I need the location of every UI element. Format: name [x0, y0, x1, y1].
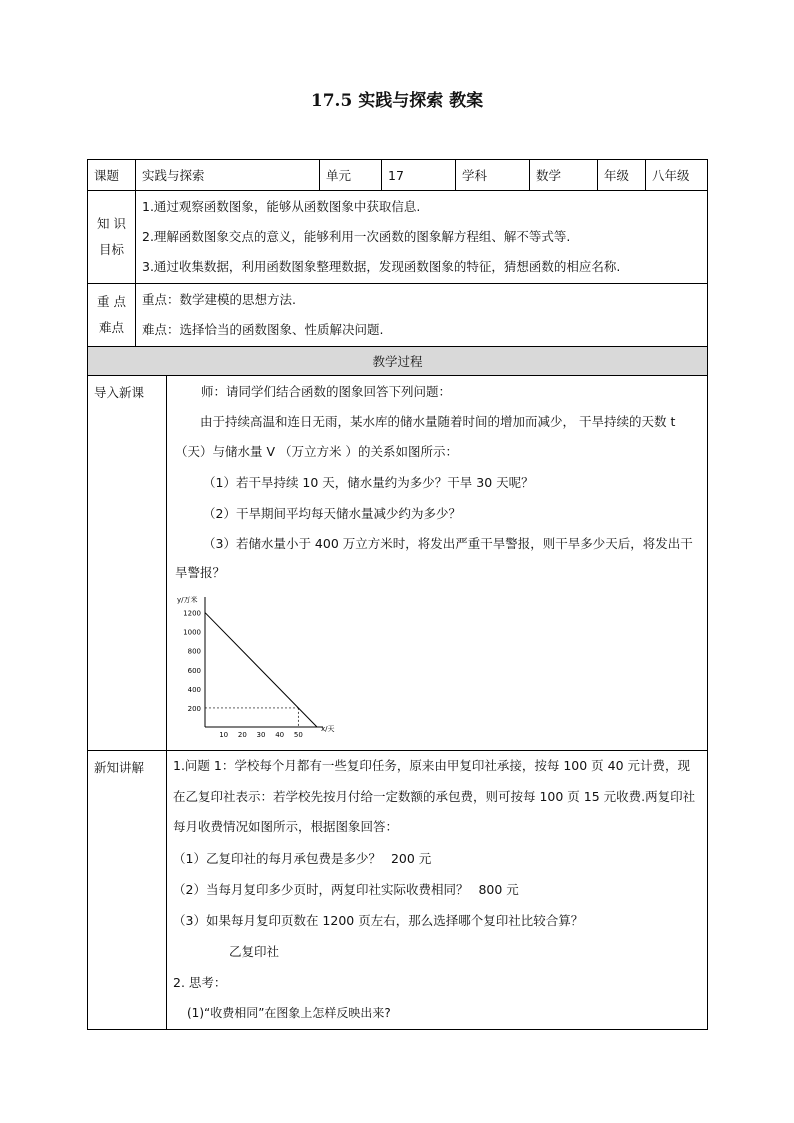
- y-tick-label: 1000: [183, 628, 201, 637]
- grade-label: 年级: [598, 160, 646, 191]
- objectives-row: [88, 191, 708, 284]
- y-tick-label: 600: [187, 666, 201, 675]
- key-points-content: [136, 284, 708, 347]
- y-tick-label: 800: [187, 647, 201, 656]
- x-tick-label: 30: [256, 731, 266, 739]
- intro-question: （1）若干旱持续 10 天，储水量约为多少？干旱 30 天呢？: [203, 475, 534, 490]
- objectives-label: [88, 191, 136, 284]
- water-storage-chart: [175, 593, 335, 743]
- process-header-row: [88, 347, 708, 376]
- subject-label: 学科: [456, 160, 530, 191]
- x-tick-label: 10: [219, 731, 229, 739]
- objective-item: 1.通过观察函数图象，能够从函数图象中获取信息.: [142, 199, 421, 214]
- key-points-label-line2: 难点: [98, 320, 124, 335]
- problem-text: 1.问题 1：学校每个月都有一些复印任务，原来由甲复印社承接，按每 100 页 40 元计费，现在乙复印社表示：若学校先按月付给一定数额的承包费，则可按每 100 页 15 元收费.两复印社每月收费情况如图所示，根据图象回答：: [173, 758, 696, 834]
- x-tick-label: 40: [275, 731, 285, 739]
- question-3-text: （3）如果每月复印页数在 1200 页左右，那么选择哪个复印社比较合算？: [173, 912, 584, 928]
- key-points-label-line1: 重 点: [97, 294, 126, 309]
- topic-value: 实践与探索: [136, 160, 320, 191]
- teacher-prompt: 师：请同学们结合函数的图象回答下列问题：: [201, 384, 452, 399]
- objective-item: 3.通过收集数据，利用函数图象整理数据，发现函数图象的特征，猜想函数的相应名称.: [142, 259, 621, 274]
- unit-label: 单元: [320, 160, 382, 191]
- y-tick-label: 1200: [183, 609, 201, 618]
- objectives-content: [136, 191, 708, 284]
- y-tick-label: 400: [187, 685, 201, 694]
- intro-content: [167, 376, 708, 751]
- think-question-1: (1)“收费相同”在图象上怎样反映出来?: [187, 1005, 391, 1020]
- chart-container: [175, 587, 701, 750]
- intro-paragraph: 由于持续高温和连日无雨，某水库的储水量随着时间的增加而减少， 干旱持续的天数 t（天）与储水量 V （万立方米 ）的关系如图所示：: [175, 414, 676, 459]
- difficult-point: 难点：选择恰当的函数图象、性质解决问题.: [142, 322, 384, 337]
- page-title: 17.5 实践与探索 教案: [310, 91, 484, 111]
- series-line: [205, 613, 317, 727]
- intro-row: [88, 376, 708, 751]
- lesson-plan-table: [87, 159, 708, 1030]
- new-knowledge-label: 新知讲解: [88, 751, 167, 1030]
- x-tick-label: 50: [293, 731, 303, 739]
- key-points-row: [88, 284, 708, 347]
- objective-item: 2.理解函数图象交点的意义，能够利用一次函数的图象解方程组、解不等式等.: [142, 229, 571, 244]
- question-2-text: （2）当每月复印多少页时，两复印社实际收费相同？: [173, 881, 469, 897]
- intro-label: 导入新课: [88, 376, 167, 751]
- y-axis-label: y/万米: [177, 596, 198, 604]
- question-1-text: （1）乙复印社的每月承包费是多少？: [173, 850, 381, 866]
- header-row: [88, 160, 708, 191]
- question-2: [173, 874, 701, 905]
- answer-1: 200 元: [390, 850, 432, 866]
- unit-value: 17: [382, 160, 456, 191]
- objectives-label-line2: 目标: [98, 242, 124, 257]
- new-knowledge-content: [167, 751, 708, 1030]
- intro-question: （3）若储水量小于 400 万立方米时，将发出严重干旱警报，则干旱多少天后，将发出干旱警报？: [175, 536, 693, 580]
- think-heading: 2. 思考：: [173, 974, 227, 990]
- key-point: 重点：数学建模的思想方法.: [142, 292, 296, 307]
- y-tick-label: 200: [187, 704, 201, 713]
- grade-value: 八年级: [646, 160, 708, 191]
- key-points-label: [88, 284, 136, 347]
- process-title: 教学过程: [88, 347, 708, 376]
- subject-value: 数学: [530, 160, 598, 191]
- x-axis-label: x/天: [321, 725, 335, 733]
- x-tick-label: 20: [237, 731, 247, 739]
- question-1: [173, 843, 701, 874]
- topic-label: 课题: [88, 160, 136, 191]
- intro-question: （2）干旱期间平均每天储水量减少约为多少？: [203, 506, 461, 521]
- answer-2: 800 元: [478, 881, 519, 897]
- objectives-label-line1: 知 识: [97, 216, 126, 231]
- answer-3: 乙复印社: [229, 943, 280, 959]
- new-knowledge-row: [88, 751, 708, 1030]
